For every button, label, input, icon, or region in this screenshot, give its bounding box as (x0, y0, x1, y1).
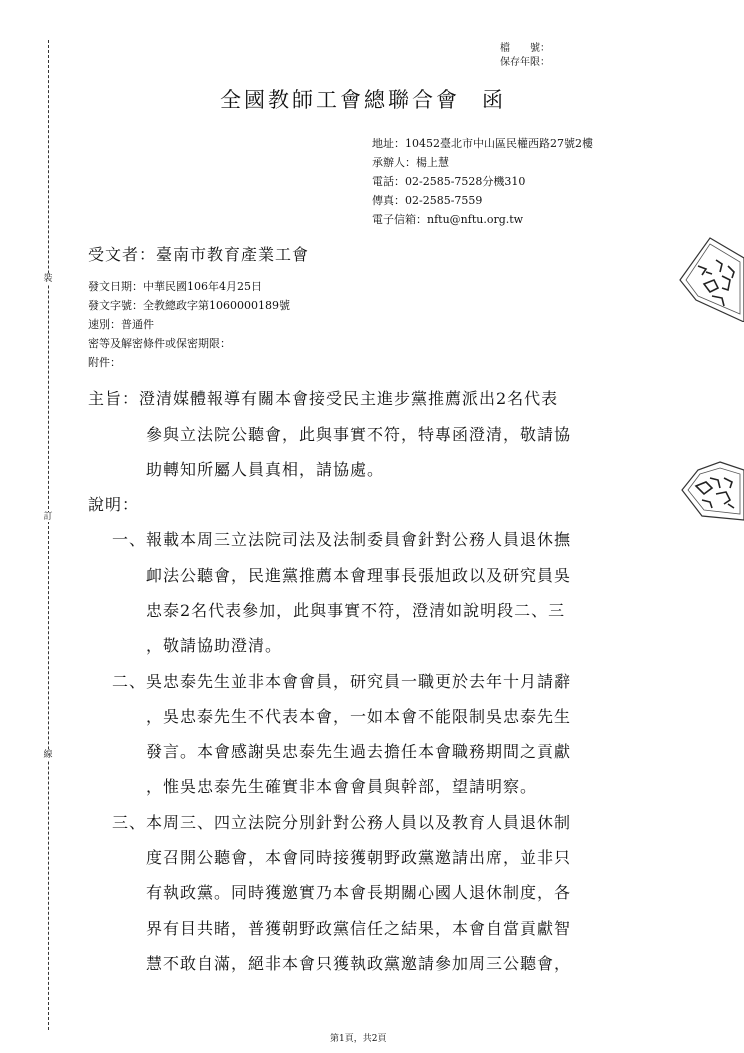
subject-line: 參與立法院公聽會，此與事實不符，特專函澄清，敬請協 (146, 425, 572, 444)
electronic-seal-icon (680, 460, 744, 524)
item-line: 一、報載本周三立法院司法及法制委員會針對公務人員退休撫 (112, 530, 572, 549)
meta-speed: 速別：普通件 (88, 318, 154, 331)
item-line: 發言。本會感謝吳忠泰先生過去擔任本會職務期間之貢獻 (146, 742, 572, 761)
contact-address: 地址：10452臺北市中山區民權西路27號2樓 (372, 137, 593, 150)
item-line: ，惟吳忠泰先生確實非本會會員與幹部，望請明察。 (146, 777, 538, 796)
electronic-seal-icon (676, 236, 744, 322)
doc-type: 函 (482, 88, 506, 112)
item-line: 二、吳忠泰先生並非本會會員，研究員一職更於去年十月請辭 (112, 672, 572, 691)
recipient: 受文者：臺南市教育產業工會 (88, 245, 310, 264)
item-line: ，敬請協助澄清。 (146, 636, 283, 655)
item-line: 慧不敢自滿，絕非本會只獲執政黨邀請參加周三公聽會， (146, 954, 572, 973)
item-line: 卹法公聽會，民進黨推薦本會理事長張旭政以及研究員吳 (146, 566, 572, 585)
contact-phone: 電話：02-2585-7528分機310 (372, 175, 526, 188)
filing-retention: 保存年限： (500, 57, 550, 68)
item-line: 有執政黨。同時獲邀實乃本會長期關心國人退休制度，各 (146, 883, 572, 902)
contact-fax: 傳真：02-2585-7559 (372, 194, 483, 207)
contact-handler: 承辦人：楊上慧 (372, 156, 449, 169)
meta-date: 發文日期：中華民國106年4月25日 (88, 280, 262, 293)
item-line: 三、本周三、四立法院分別針對公務人員以及教育人員退休制 (112, 813, 572, 832)
subject-line: 主旨：澄清媒體報導有關本會接受民主進步黨推薦派出2名代表 (88, 389, 559, 408)
subject-line: 助轉知所屬人員真相，請協處。 (146, 460, 385, 479)
meta-attachment: 附件： (88, 356, 121, 369)
page-footer: 第1頁，共2頁 (330, 1034, 387, 1044)
document-title (220, 84, 506, 114)
item-line: 忠泰2名代表參加，此與事實不符，澄清如說明段二、三 (146, 601, 566, 620)
filing-doc-number: 檔 號： (500, 43, 550, 54)
contact-email: 電子信箱：nftu@nftu.org.tw (372, 213, 524, 226)
item-line: 度召開公聽會，本會同時接獲朝野政黨邀請出席，並非只 (146, 848, 572, 867)
binding-mark-ding: 訂 (43, 512, 53, 522)
meta-ref-number: 發文字號：全教總政字第1060000189號 (88, 299, 290, 312)
org-title: 全國教師工會總聯合會 (220, 88, 460, 112)
binding-line (48, 40, 49, 1030)
explanation-label: 說明： (88, 495, 140, 514)
binding-mark-xian: 線 (43, 750, 53, 760)
binding-mark-zhuang: 裝 (43, 274, 53, 284)
meta-security: 密等及解密條件或保密期限： (88, 337, 231, 350)
item-line: 界有目共睹，普獲朝野政黨信任之結果，本會自當貢獻智 (146, 919, 572, 938)
item-line: ，吳忠泰先生不代表本會，一如本會不能限制吳忠泰先生 (146, 707, 572, 726)
